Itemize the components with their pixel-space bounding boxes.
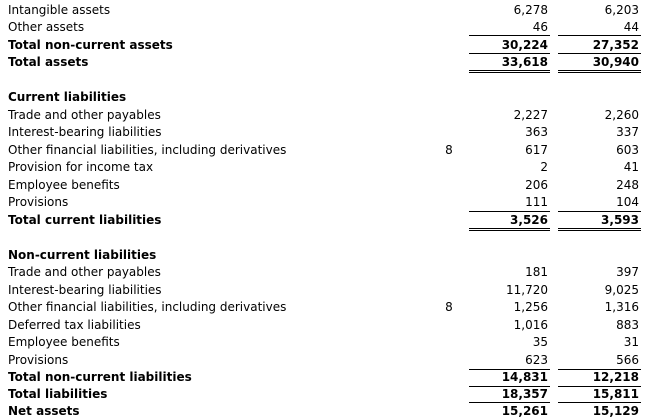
total-rule [469,70,550,71]
value-current-year: 206 [525,178,548,192]
value-prior-year: 883 [616,318,639,332]
row-label: Interest-bearing liabilities [8,125,162,139]
value-prior-year: 2,260 [604,108,639,122]
table-row [0,107,655,124]
total-rule [469,228,550,229]
total-rule [558,53,641,54]
table-row [0,352,655,369]
row-label: Total current liabilities [8,213,162,227]
value-current-year: 6,278 [513,3,548,17]
table-row [0,124,655,141]
total-rule [469,386,550,387]
value-current-year: 14,831 [501,370,548,384]
total-rule [469,369,550,370]
row-label: Current liabilities [8,90,127,104]
row-label: Other financial liabilities, including derivatives [8,300,287,314]
table-row [0,334,655,351]
total-rule [558,211,641,212]
table-row-bold [0,403,655,420]
value-current-year: 363 [525,125,548,139]
note-ref: 8 [445,143,453,157]
value-current-year: 623 [525,353,548,367]
value-prior-year: 566 [616,353,639,367]
value-current-year: 11,720 [506,283,548,297]
value-prior-year: 15,811 [592,387,639,401]
value-current-year: 33,618 [501,55,548,69]
total-rule [469,402,550,403]
value-prior-year: 41 [623,160,639,174]
table-row-bold [0,247,655,264]
row-label: Deferred tax liabilities [8,318,141,332]
table-row-bold [0,386,655,403]
value-prior-year: 603 [616,143,639,157]
value-current-year: 1,256 [513,300,548,314]
table-row [0,159,655,176]
row-label: Net assets [8,404,80,418]
value-prior-year: 3,593 [601,213,639,227]
value-current-year: 30,224 [501,38,548,52]
row-label: Provisions [8,195,69,209]
row-label: Total liabilities [8,387,108,401]
note-ref: 8 [445,300,453,314]
row-label: Interest-bearing liabilities [8,283,162,297]
value-prior-year: 248 [616,178,639,192]
row-label: Intangible assets [8,3,111,17]
total-rule [469,53,550,54]
row-label: Non-current liabilities [8,248,157,262]
total-rule [558,369,641,370]
total-rule [558,402,641,403]
total-rule [558,228,641,229]
table-row [0,264,655,281]
row-label: Trade and other payables [8,108,161,122]
value-current-year: 181 [525,265,548,279]
value-prior-year: 30,940 [592,55,639,69]
table-row-bold [0,369,655,386]
table-row [0,194,655,211]
value-prior-year: 12,218 [592,370,639,384]
row-label: Trade and other payables [8,265,161,279]
row-label: Total non-current liabilities [8,370,192,384]
value-prior-year: 9,025 [604,283,639,297]
value-current-year: 111 [525,195,548,209]
value-prior-year: 27,352 [592,38,639,52]
value-current-year: 18,357 [501,387,548,401]
value-current-year: 3,526 [510,213,548,227]
table-row [0,177,655,194]
value-prior-year: 104 [616,195,639,209]
row-label: Other financial liabilities, including derivatives [8,143,287,157]
value-prior-year: 31 [623,335,639,349]
table-row-bold [0,89,655,106]
value-current-year: 1,016 [513,318,548,332]
row-label: Provision for income tax [8,160,154,174]
value-prior-year: 6,203 [604,3,639,17]
table-row-bold [0,54,655,71]
total-rule [469,211,550,212]
table-row [0,2,655,19]
value-current-year: 2 [540,160,548,174]
value-current-year: 617 [525,143,548,157]
value-current-year: 35 [532,335,548,349]
value-prior-year: 15,129 [592,404,639,418]
total-rule [469,230,550,231]
row-label: Employee benefits [8,335,120,349]
value-prior-year: 337 [616,125,639,139]
table-row [0,299,655,316]
value-prior-year: 44 [623,20,639,34]
total-rule [558,70,641,71]
total-rule [558,230,641,231]
table-row-bold [0,212,655,229]
total-rule [558,386,641,387]
row-label: Total assets [8,55,89,69]
table-row [0,282,655,299]
table-row-bold [0,37,655,54]
value-current-year: 2,227 [513,108,548,122]
value-current-year: 15,261 [501,404,548,418]
value-prior-year: 397 [616,265,639,279]
table-row [0,317,655,334]
table-row [0,142,655,159]
row-label: Total non-current assets [8,38,173,52]
table-row [0,19,655,36]
value-prior-year: 1,316 [604,300,639,314]
value-current-year: 46 [532,20,548,34]
row-label: Employee benefits [8,178,120,192]
total-rule [558,72,641,73]
total-rule [469,35,550,36]
total-rule [469,72,550,73]
total-rule [558,35,641,36]
row-label: Provisions [8,353,69,367]
row-label: Other assets [8,20,85,34]
